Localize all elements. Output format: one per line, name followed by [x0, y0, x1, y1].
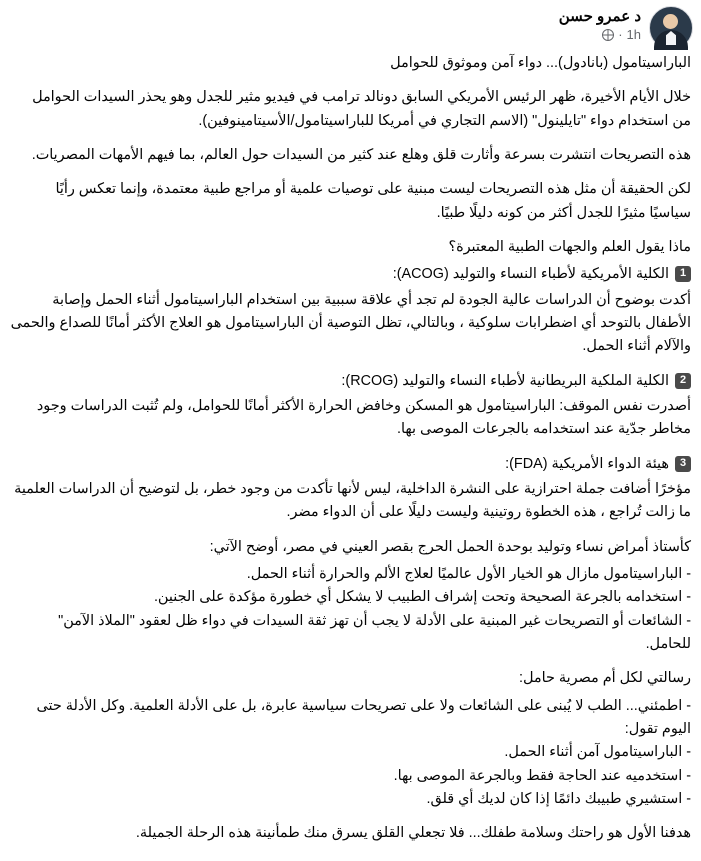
numbered-item-heading: [10, 453, 691, 476]
author-name[interactable]: د عمرو حسن: [558, 8, 641, 25]
closing-line: هدفنا الأول هو راحتك وسلامة طفلك... فلا تجعلي القلق يسرق منك طمأنينة هذه الرحلة الجميلة.: [135, 825, 691, 842]
message-point: - الباراسيتامول آمن أثناء الحمل.: [504, 744, 691, 761]
number-badge: 1: [675, 266, 691, 282]
post-body: [0, 52, 701, 861]
numbered-item: [10, 370, 691, 442]
expert-points: [10, 563, 691, 656]
numbered-item: [10, 453, 691, 525]
expert-point: - استخدامه بالجرعة الصحيحة وتحت إشراف الطبيب لا يشكل أي خطورة مؤكدة على الجنين.: [153, 589, 691, 606]
message-point: - اطمئني... الطب لا يُبنى على الشائعات ولا على تصريحات سياسية عابرة، بل على الأدلة العلمية. وكل الأدلة حتى اليوم تقول:: [36, 697, 691, 737]
post-header: [0, 0, 701, 52]
numbered-item-title: الكلية الأمريكية لأطباء النساء والتوليد (ACOG):: [392, 266, 669, 283]
post-header-text: [559, 6, 641, 43]
number-badge: 2: [675, 373, 691, 389]
post-paragraph: هذه التصريحات انتشرت بسرعة وأثارت قلق وهلع عند كثير من السيدات حول العالم، بما فيهم الأمهات المصريات.: [31, 146, 691, 163]
numbered-item: [10, 263, 691, 358]
expert-point: - الشائعات أو التصريحات غير المبنية على الأدلة لا يجب أن تهز ثقة السيدات في دواء ظل لعقود "الملاذ الآمن" للحامل.: [58, 612, 691, 652]
expert-intro: كأستاذ أمراض نساء وتوليد بوحدة الحمل الحرج بقصر العيني في مصر، أوضح الآتي:: [209, 538, 691, 555]
post-paragraph: لكن الحقيقة أن مثل هذه التصريحات ليست مبنية على توصيات علمية أو مراجع طبية معتمدة، وإنما تعكس رأيًا سياسيًا مثيرًا للجدل أكثر من كونه دليلًا طبيًا.: [51, 181, 691, 221]
numbered-item-heading: [10, 370, 691, 393]
numbered-item-body: مؤخرًا أضافت جملة احترازية على النشرة الداخلية، ليس لأنها تأكدت من وجود خطر، بل لتوضيح أن الدراسات العلمية ما زالت تُراجع ، هذه الخطوة روتينية وليست دليلًا على أن الدواء مضر.: [14, 480, 691, 521]
avatar-head: [663, 14, 678, 29]
avatar[interactable]: [649, 6, 693, 50]
numbered-item-heading: [10, 263, 691, 286]
numbered-item-title: الكلية الملكية البريطانية لأطباء النساء والتوليد (RCOG):: [341, 372, 669, 389]
post-question-line: ماذا يقول العلم والجهات الطبية المعتبرة؟: [448, 238, 691, 255]
message-point: - استخدميه عند الحاجة فقط وبالجرعة الموصى بها.: [393, 767, 691, 784]
message-intro: رسالتي لكل أم مصرية حامل:: [519, 670, 691, 687]
globe-icon[interactable]: [602, 29, 614, 41]
post-meta: [559, 27, 641, 43]
post-paragraph: خلال الأيام الأخيرة، ظهر الرئيس الأمريكي السابق دونالد ترامب في فيديو مثير للجدل وهو يحذر السيدات الحوامل من استخدام دواء "تايلينول" (الاسم التجاري في أمريكا للباراسيتامول/الأسيتامينوفين).: [28, 89, 691, 129]
number-badge: 3: [675, 456, 691, 472]
meta-separator-dot: ·: [618, 27, 623, 42]
message-points: [10, 695, 691, 812]
numbered-item-title: هيئة الدواء الأمريكية (FDA):: [505, 455, 669, 472]
post-title-line: الباراسيتامول (بانادول)... دواء آمن وموثوق للحوامل: [390, 55, 691, 71]
message-point: - استشيري طبيبك دائمًا إذا كان لديك أي قلق.: [426, 790, 691, 807]
expert-point: - الباراسيتامول مازال هو الخيار الأول عالميًا لعلاج الألم والحرارة أثناء الحمل.: [246, 565, 691, 582]
numbered-item-body: أصدرت نفس الموقف: الباراسيتامول هو المسكن وخافض الحرارة الأكثر أمانًا للحوامل، ولم تُثبت الدراسات وجود مخاطر جدّية عند استخدامه بالجرعات الموصى بها.: [36, 397, 691, 438]
numbered-item-body: أكدت بوضوح أن الدراسات عالية الجودة لم تجد أي علاقة سببية بين استخدام الباراسيتامول أثناء الحمل وإصابة الأطفال بالتوحد أي اضطرابات سلوكية ، وبالتالي، تظل التوصية أن الباراسيتامول هو العلاج الأكثر أمانًا للصداع والحمى والآلام أثناء الحمل.: [10, 291, 691, 355]
post-timestamp[interactable]: 1h: [626, 27, 641, 42]
